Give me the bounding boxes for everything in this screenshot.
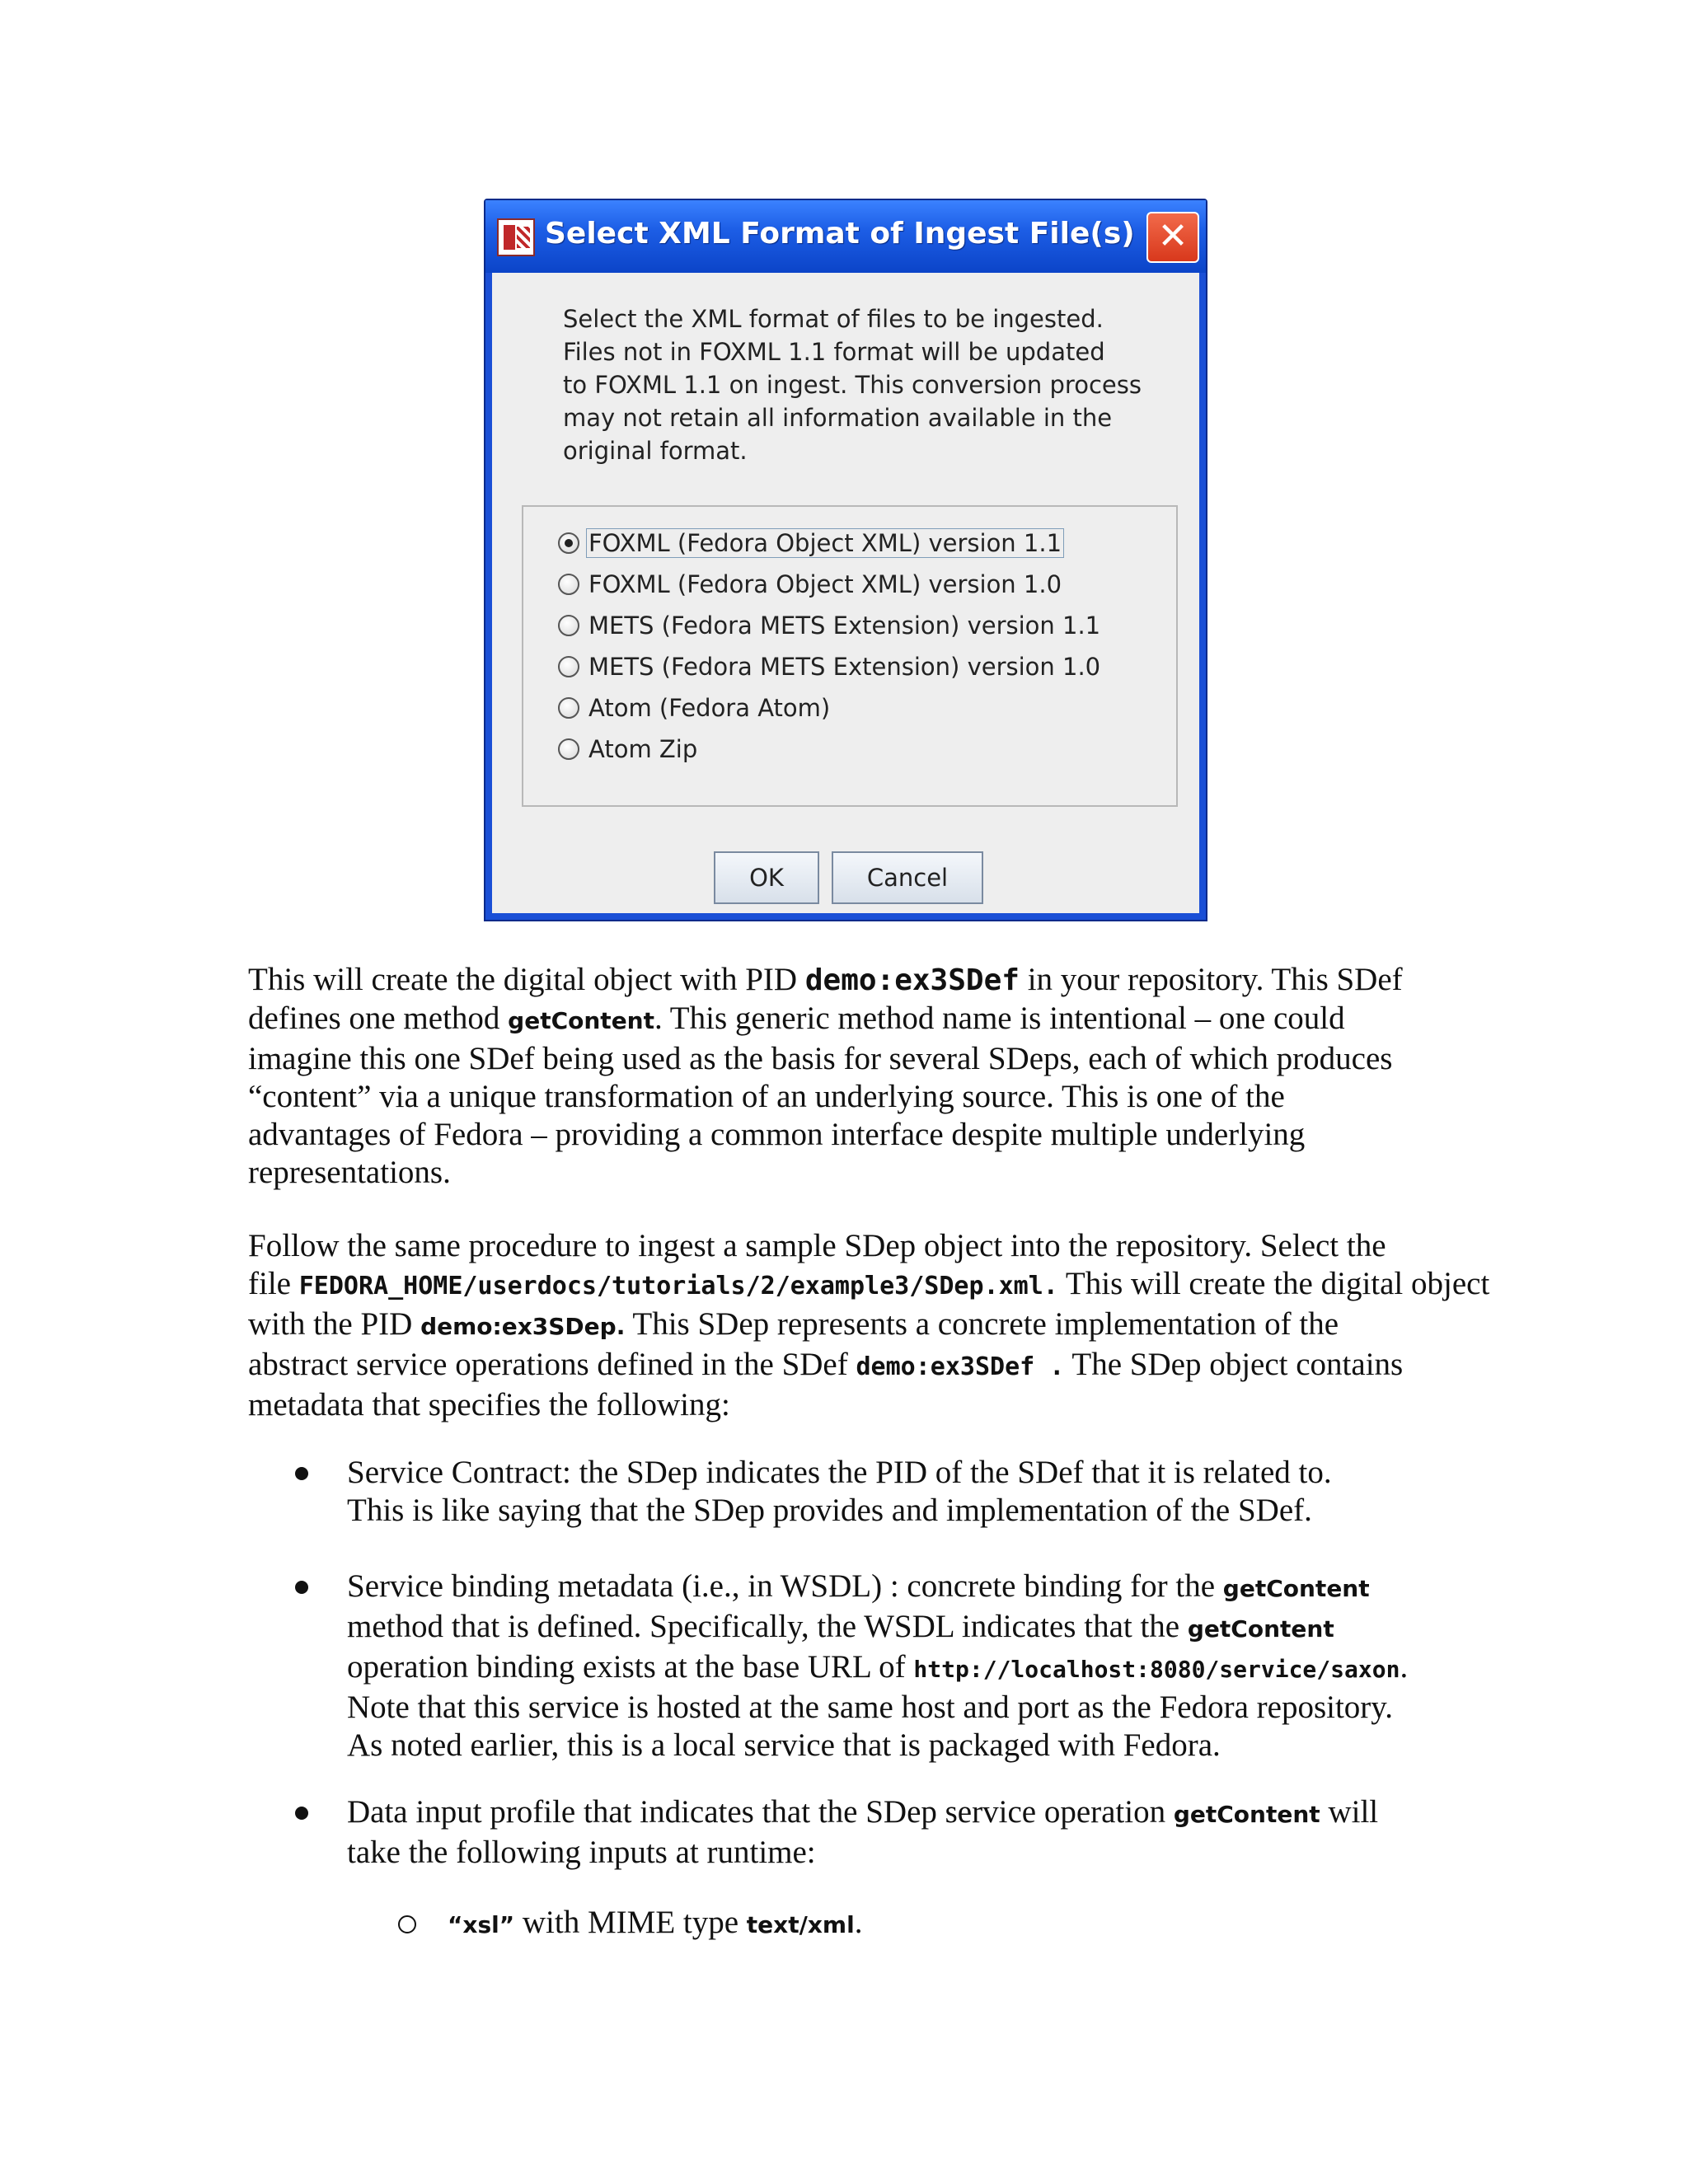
bullet-icon — [295, 1467, 308, 1480]
inline-code: getContent — [1187, 1615, 1334, 1643]
text-line: take the following inputs at runtime: — [347, 1835, 816, 1870]
inline-code: FEDORA_HOME/userdocs/tutorials/2/example3/SDep.xml. — [298, 1272, 1058, 1301]
inline-code: getContent — [1222, 1575, 1370, 1602]
text-span: The SDep object contains — [1064, 1347, 1404, 1382]
option-label[interactable]: FOXML (Fedora Object XML) version 1.0 — [588, 570, 1062, 598]
dialog-titlebar[interactable] — [485, 200, 1206, 273]
bullet-icon — [295, 1807, 308, 1820]
radio-unselected-icon[interactable] — [558, 697, 579, 719]
inline-code: http://localhost:8080/service/saxon — [913, 1656, 1400, 1683]
option-atom[interactable] — [558, 690, 832, 726]
instruction-line: Select the XML format of files to be ingested. — [563, 305, 1104, 333]
instruction-line: may not retain all information available in the — [563, 404, 1113, 432]
text-line: advantages of Fedora – providing a common interface despite multiple underlying — [248, 1117, 1306, 1152]
text-line: This is like saying that the SDep provides and implementation of the SDef. — [347, 1493, 1312, 1528]
option-label[interactable]: Atom (Fedora Atom) — [588, 694, 831, 722]
text-line — [347, 1608, 1451, 1648]
inline-code: demo:ex3SDef — [804, 963, 1020, 997]
option-foxml-1-0[interactable] — [558, 566, 1064, 602]
bullet-icon — [295, 1581, 308, 1594]
bullet-service-binding — [347, 1568, 1451, 1765]
text-span: with MIME type — [514, 1905, 747, 1940]
cancel-button[interactable]: Cancel — [832, 851, 983, 904]
inline-code: text/xml — [746, 1911, 855, 1938]
option-label[interactable]: Atom Zip — [588, 735, 698, 763]
ok-button[interactable]: OK — [714, 851, 819, 904]
dialog-title: Select XML Format of Ingest File(s) — [545, 217, 1135, 251]
sub-bullet-icon — [398, 1915, 416, 1933]
inline-code: demo:ex3SDef . — [856, 1352, 1065, 1381]
dialog-body — [492, 273, 1199, 913]
bullet-service-contract — [347, 1454, 1451, 1530]
text-span: This will create the digital object — [1057, 1266, 1490, 1301]
inline-code: getContent — [508, 1007, 655, 1034]
radio-unselected-icon[interactable] — [558, 615, 579, 636]
text-line — [347, 1793, 1451, 1834]
ingest-format-dialog — [484, 199, 1207, 921]
text-span: . This generic method name is intentional – one could — [654, 1001, 1345, 1036]
text-span: will — [1320, 1794, 1379, 1830]
radio-unselected-icon[interactable] — [558, 656, 579, 677]
radio-unselected-icon[interactable] — [558, 574, 579, 595]
text-line — [347, 1648, 1451, 1689]
option-atom-zip[interactable] — [558, 731, 700, 767]
text-span: method that is defined. Specifically, the WSDL indicates that the — [347, 1609, 1188, 1644]
dialog-instructions — [563, 302, 1140, 467]
format-options-group — [522, 505, 1178, 807]
inline-code: “xsl” — [448, 1911, 515, 1938]
text-line — [248, 1305, 1451, 1346]
text-span: This will create the digital object with PID — [248, 962, 805, 997]
text-line — [347, 1568, 1451, 1608]
radio-selected-icon[interactable] — [558, 532, 579, 554]
paragraph-sdef — [248, 961, 1451, 1192]
text-line — [248, 961, 1451, 1000]
text-span: Data input profile that indicates that the SDep service operation — [347, 1794, 1174, 1830]
text-line — [248, 1000, 1451, 1040]
text-span: . — [1400, 1649, 1409, 1685]
text-line: metadata that specifies the following: — [248, 1387, 730, 1422]
text-span: . — [854, 1905, 863, 1940]
java-app-icon — [497, 218, 535, 256]
text-line: Note that this service is hosted at the same host and port as the Fedora repository. — [347, 1690, 1394, 1725]
inline-code: demo:ex3SDep. — [420, 1313, 626, 1340]
text-line: imagine this one SDef being used as the basis for several SDeps, each of which produces — [248, 1041, 1393, 1076]
text-span: operation binding exists at the base URL of — [347, 1649, 914, 1685]
option-label[interactable]: FOXML (Fedora Object XML) version 1.1 — [586, 528, 1064, 558]
text-line: Service Contract: the SDep indicates the PID of the SDef that it is related to. — [347, 1455, 1332, 1490]
text-line — [248, 1346, 1451, 1386]
instruction-line: to FOXML 1.1 on ingest. This conversion process — [563, 371, 1142, 399]
option-foxml-1-1[interactable] — [558, 525, 1064, 561]
text-line: “content” via a unique transformation of an underlying source. This is one of the — [248, 1079, 1285, 1114]
option-mets-1-0[interactable] — [558, 649, 1103, 685]
text-span: defines one method — [248, 1001, 509, 1036]
text-line — [248, 1265, 1490, 1305]
text-line: Follow the same procedure to ingest a sample SDep object into the repository. Select the — [248, 1228, 1386, 1263]
text-line: As noted earlier, this is a local service that is packaged with Fedora. — [347, 1727, 1221, 1763]
option-label[interactable]: METS (Fedora METS Extension) version 1.1 — [588, 612, 1101, 640]
paragraph-sdep — [248, 1227, 1490, 1424]
option-mets-1-1[interactable] — [558, 607, 1103, 644]
text-line: representations. — [248, 1155, 451, 1190]
inline-code: getContent — [1173, 1801, 1320, 1828]
text-span: Service binding metadata (i.e., in WSDL) : concrete binding for the — [347, 1568, 1223, 1604]
sub-item-xsl — [448, 1904, 862, 1944]
text-span: file — [248, 1266, 299, 1301]
radio-unselected-icon[interactable] — [558, 738, 579, 760]
text-span: abstract service operations defined in the SDef — [248, 1347, 856, 1382]
text-span: This SDep represents a concrete implementation of the — [625, 1306, 1339, 1342]
instruction-line: original format. — [563, 437, 748, 465]
option-label[interactable]: METS (Fedora METS Extension) version 1.0 — [588, 653, 1101, 681]
text-span: with the PID — [248, 1306, 421, 1342]
instruction-line: Files not in FOXML 1.1 format will be updated — [563, 338, 1105, 366]
bullet-data-input — [347, 1793, 1451, 1872]
text-span: in your repository. This SDef — [1019, 962, 1403, 997]
close-icon[interactable]: ✕ — [1146, 212, 1199, 263]
